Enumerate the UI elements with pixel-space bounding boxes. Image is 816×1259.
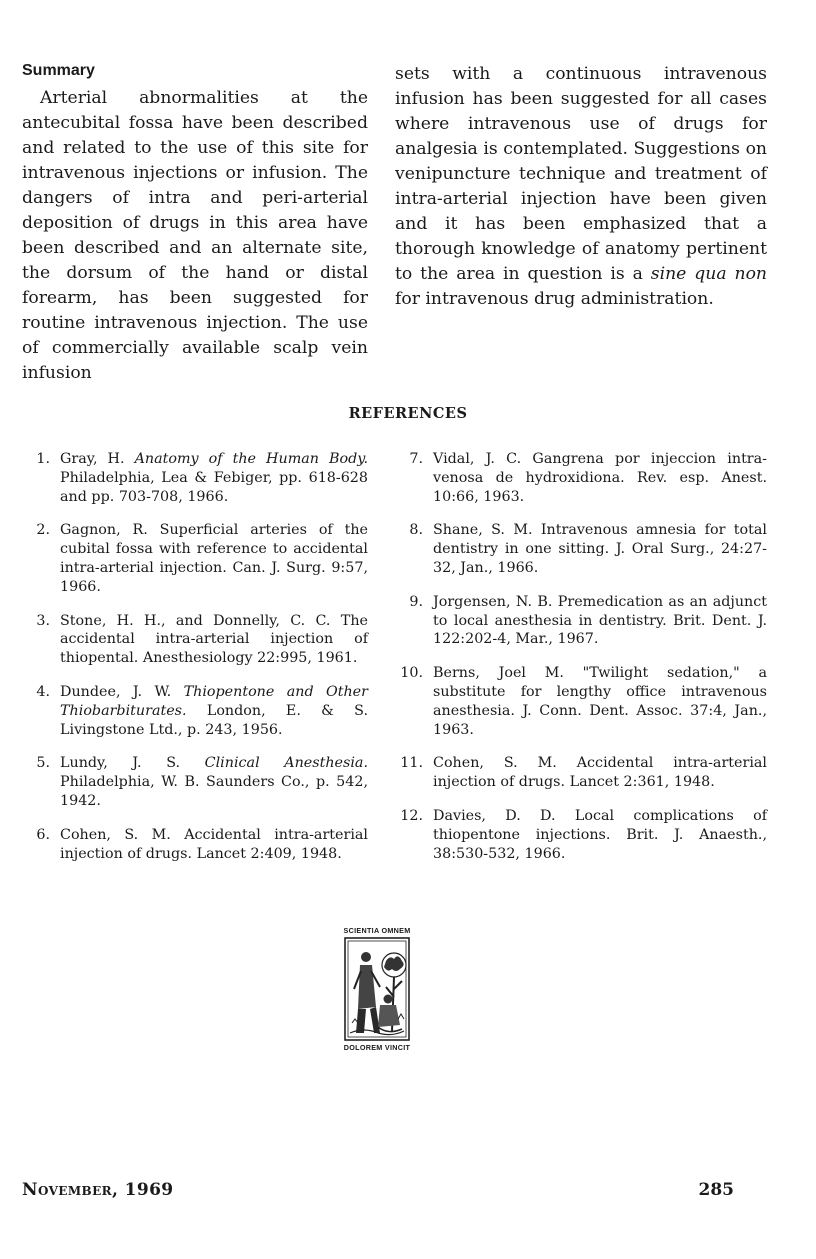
reference-text-main: Cohen, S. M. Accidental intra-arterial injection of drugs. Lancet 2:409, 1948. (60, 826, 368, 862)
reference-item (395, 754, 767, 792)
reference-number: 12. (400, 807, 423, 824)
summary-text-italic: sine qua non (650, 264, 767, 284)
reference-text (60, 683, 368, 739)
reference-text (433, 807, 767, 863)
reference-item (395, 807, 767, 863)
emblem-woodcut-image (344, 937, 410, 1041)
reference-number: 7. (409, 451, 423, 467)
references-left-column (22, 450, 368, 878)
reference-item (22, 450, 368, 506)
reference-text-main: Berns, Joel M. "Twilight sedation," a substitute for lengthy office intravenous anesthesia. J. Conn. Dent. Assoc. 37:4, Jan., 1963. (433, 665, 767, 738)
summary-paragraph-right (395, 62, 767, 312)
reference-text (60, 826, 368, 864)
reference-title-italic: Thiopentone and Other Thiobarbiturates. (60, 683, 368, 719)
summary-text-before: sets with a continuous intravenous infusion has been suggested for all cases where intravenous use of drugs for analgesia is contemplated. Suggestions on venipuncture technique and treatment of intra-arterial injection have been given and it has been emphasized that a thorough knowledge of anatomy pertinent to the area in question is a (395, 64, 767, 284)
footer-issue-date: November, 1969 (22, 1180, 174, 1200)
reference-title-italic: Anatomy of the Human Body. (134, 451, 368, 467)
reference-number: 6. (36, 826, 50, 843)
reference-item (395, 664, 767, 739)
reference-number: 10. (400, 665, 423, 682)
reference-text-main: Stone, H. H., and Donnelly, C. C. The accidental intra-arterial injection of thiopental. Anesthesiology 22:995, 1961. (60, 612, 368, 667)
summary-heading: Summary (22, 62, 95, 79)
reference-text (433, 754, 767, 792)
footer-page-number: 285 (698, 1180, 734, 1200)
reference-item (22, 521, 368, 596)
summary-text-after: for intravenous drug administration. (395, 289, 714, 309)
reference-text (60, 612, 368, 668)
reference-text (433, 521, 767, 577)
reference-text-main: Gagnon, R. Superficial arteries of the cubital fossa with reference to accidental intra-arterial injection. Can. J. Surg. 9:57, 1966. (60, 522, 368, 595)
summary-left-column (22, 62, 368, 386)
reference-item (22, 612, 368, 668)
reference-text-tail: Philadelphia, Lea & Febiger, pp. 618-628 and pp. 703-708, 1966. (60, 469, 368, 505)
reference-item (22, 683, 368, 739)
reference-text-main: Dundee, J. W. (60, 683, 184, 700)
reference-text (60, 450, 368, 506)
reference-text-main: Jorgensen, N. B. Premedication as an adjunct to local anesthesia in dentistry. Brit. Dent. J. 122:202-4, Mar., 1967. (433, 593, 767, 648)
reference-text-tail: London, E. & S. Livingstone Ltd., p. 243, 1956. (60, 702, 368, 738)
reference-number: 11. (400, 755, 423, 772)
reference-text-main: Vidal, J. C. Gangrena por injeccion intra-venosa de hydroxidiona. Rev. esp. Anest. 10:66, 1963. (433, 451, 767, 505)
reference-number: 4. (36, 683, 50, 700)
reference-text-main: Gray, H. (60, 451, 135, 467)
reference-text (433, 664, 767, 739)
reference-item (22, 826, 368, 864)
reference-number: 2. (36, 522, 50, 539)
reference-item (22, 754, 368, 810)
summary-right-column (395, 62, 767, 312)
reference-number: 9. (409, 593, 423, 610)
reference-text (433, 593, 767, 649)
reference-text-main: Cohen, S. M. Accidental intra-arterial injection of drugs. Lancet 2:361, 1948. (433, 755, 767, 791)
emblem-bottom-motto: DOLOREM VINCIT (343, 1043, 411, 1052)
reference-item (395, 450, 767, 506)
reference-number: 5. (36, 755, 50, 772)
summary-paragraph-left: Arterial abnormalities at the antecubital fossa have been described and related to the use of this site for intravenous injections or infusion. The dangers of intra and peri-arterial deposition of drugs in this area have been described and an alternate site, the dorsum of the hand or distal forearm, has been suggested for routine intravenous injection. The use of commercially available scalp vein infusion (22, 88, 368, 383)
emblem-top-motto: SCIENTIA OMNEM (343, 926, 411, 935)
reference-number: 3. (36, 612, 50, 629)
references-heading: REFERENCES (348, 405, 468, 422)
reference-number: 1. (36, 451, 50, 467)
reference-text-tail: Philadelphia, W. B. Saunders Co., p. 542, 1942. (60, 774, 368, 809)
emblem (336, 926, 418, 1052)
references-right-column (395, 450, 767, 878)
reference-title-italic: Clinical Anesthesia. (204, 755, 368, 772)
reference-item (395, 521, 767, 577)
reference-text (433, 450, 767, 506)
reference-text-main: Davies, D. D. Local complications of thiopentone injections. Brit. J. Anaesth., 38:530-532, 1966. (433, 807, 767, 862)
reference-text-main: Lundy, J. S. (60, 755, 205, 772)
reference-text (60, 754, 368, 810)
reference-text (60, 521, 368, 596)
reference-number: 8. (409, 522, 423, 539)
reference-item (395, 593, 767, 649)
reference-text-main: Shane, S. M. Intravenous amnesia for total dentistry in one sitting. J. Oral Surg., 24:27-32, Jan., 1966. (433, 522, 767, 576)
